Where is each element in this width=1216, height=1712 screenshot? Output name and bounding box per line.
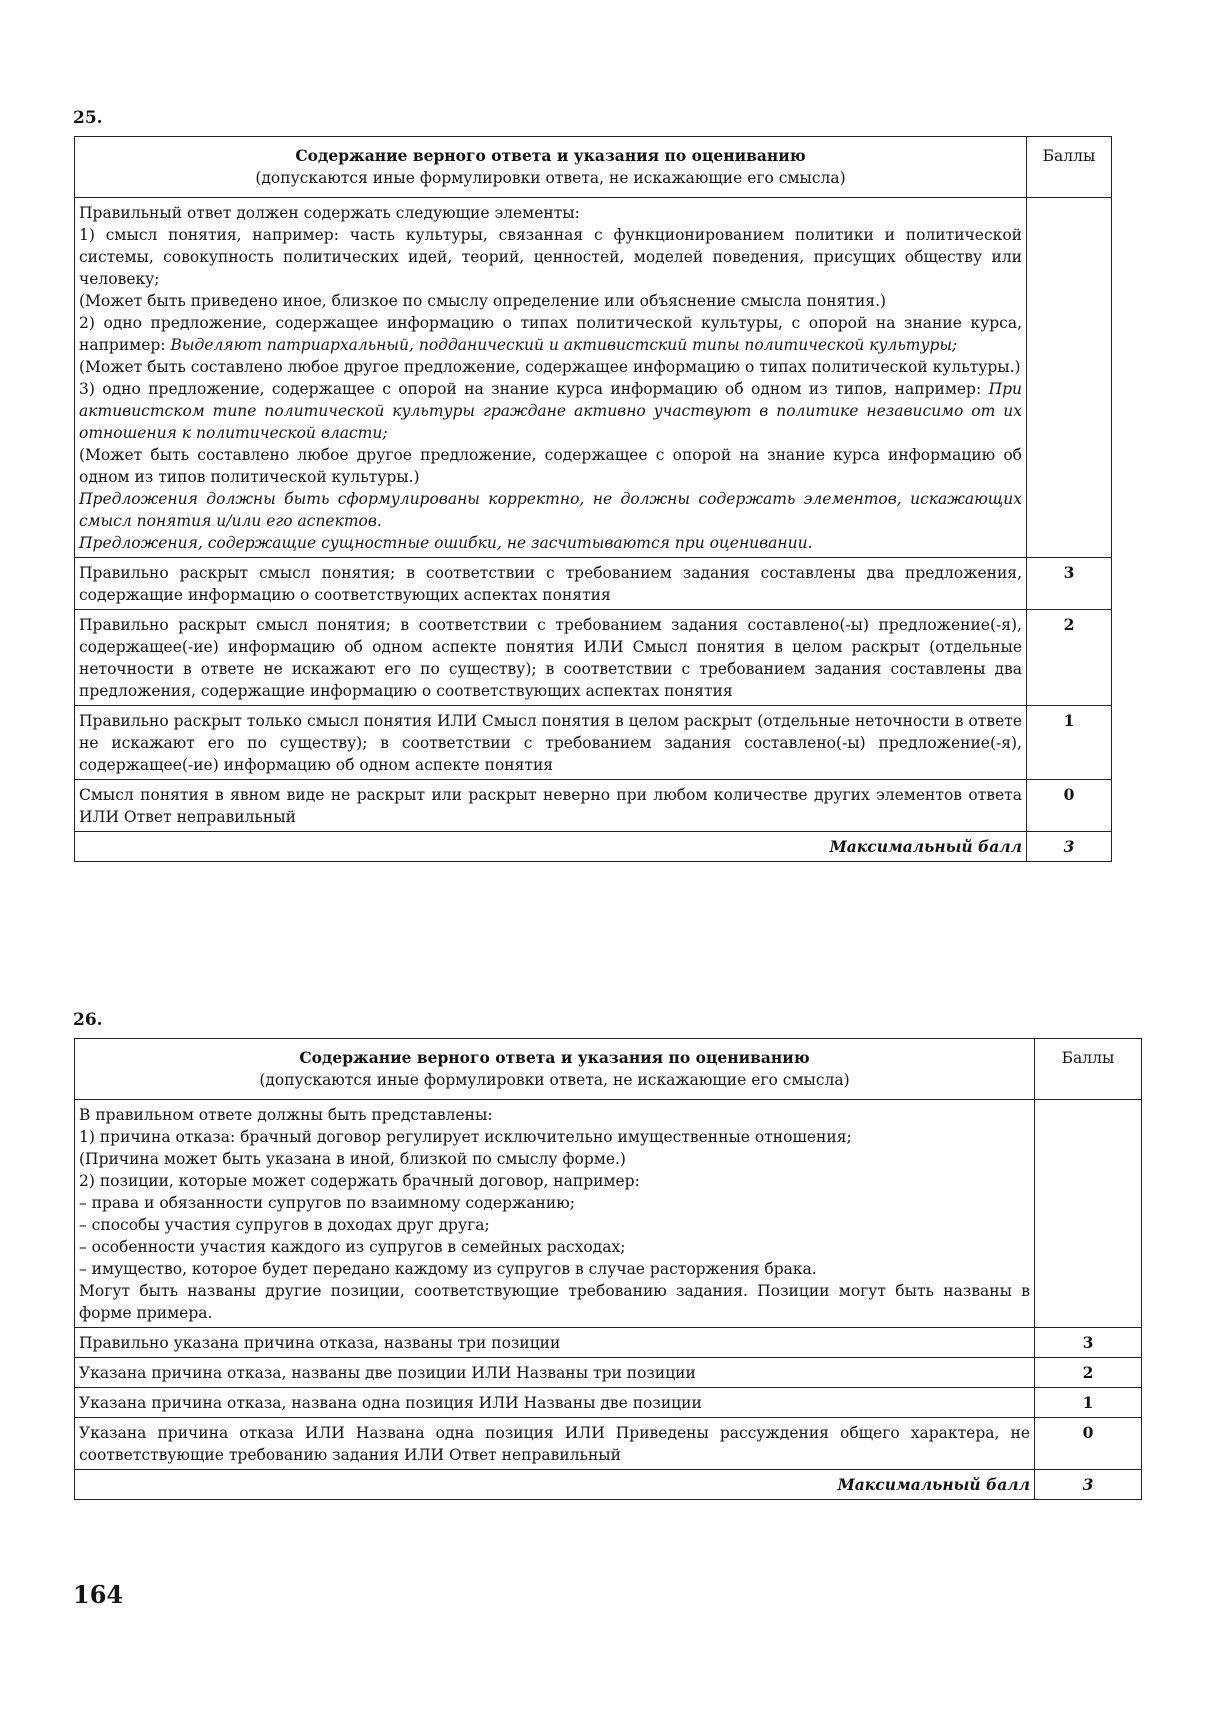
criterion-row — [75, 1358, 1142, 1388]
task-26-answer-content — [75, 1100, 1035, 1328]
answer-item-3-lead: 3) одно предложение, содержащее с опорой на знание курса информацию об одном из типов, например: — [79, 380, 989, 398]
answer-item-2-lead: 2) одно предложение, содержащее информацию о типах политической культуры, с опорой на знание курса, например: — [79, 314, 1022, 354]
answer-line: – имущество, которое будет передано каждому из супругов в случае расторжения брака. — [79, 1260, 817, 1278]
task-25-header-content — [75, 137, 1027, 198]
answer-line: (Причина может быть указана в иной, близкой по смыслу форме.) — [79, 1150, 626, 1168]
answer-closing: Могут быть названы другие позиции, соответствующие требованию задания. Позиции могут быть названы в форме примера. — [79, 1282, 1030, 1322]
answer-line: – права и обязанности супругов по взаимному содержанию; — [79, 1194, 575, 1212]
answer-note-2: (Может быть составлено любое другое предложение, содержащее информацию о типах политической культуры.) — [79, 358, 1021, 376]
header-points: Баллы — [1027, 137, 1112, 198]
criterion-text: Указана причина отказа ИЛИ Названа одна позиция ИЛИ Приведены рассуждения общего характера, не соответствующие требованию задания ИЛИ Ответ неправильный — [75, 1418, 1035, 1470]
answer-item-2 — [79, 312, 1022, 356]
answer-item-3 — [79, 378, 1022, 444]
header-points: Баллы — [1035, 1039, 1142, 1100]
task-26-answer-row — [75, 1100, 1142, 1328]
criterion-points: 3 — [1035, 1328, 1142, 1358]
task-25-number: 25. — [73, 108, 103, 128]
max-score-value: 3 — [1035, 1470, 1142, 1500]
criterion-row — [75, 706, 1112, 780]
criterion-row — [75, 1418, 1142, 1470]
answer-line: 2) позиции, которые может содержать брачный договор, например: — [79, 1172, 640, 1190]
criterion-points: 2 — [1027, 610, 1112, 706]
criterion-points: 1 — [1035, 1388, 1142, 1418]
criterion-points: 1 — [1027, 706, 1112, 780]
header-subtitle: (допускаются иные формулировки ответа, не искажающие его смысла) — [259, 1071, 850, 1089]
answer-note-1: (Может быть приведено иное, близкое по смыслу определение или объяснение смысла понятия.) — [79, 292, 887, 310]
task-25-header-row — [75, 137, 1112, 198]
answer-item-1: 1) смысл понятия, например: часть культуры, связанная с функционированием политики и политической системы, совокупность политических идей, теорий, ценностей, моделей поведения, присущих обществу или человеку; — [79, 226, 1022, 288]
criterion-text: Указана причина отказа, названа одна позиция ИЛИ Названы две позиции — [75, 1388, 1035, 1418]
criterion-row — [75, 558, 1112, 610]
answer-line: – особенности участия каждого из супругов в семейных расходах; — [79, 1238, 626, 1256]
criterion-text: Правильно раскрыт только смысл понятия ИЛИ Смысл понятия в целом раскрыт (отдельные неточности в ответе не искажают его по существу); в соответствии с требованием задания составлено(-ы) предложение(-я), содержащее(-ие) информацию об одном аспекте понятия — [75, 706, 1027, 780]
header-title: Содержание верного ответа и указания по оцениванию — [295, 146, 806, 165]
max-score-label: Максимальный балл — [75, 1470, 1035, 1500]
task-26-header-row — [75, 1039, 1142, 1100]
criterion-text: Правильно раскрыт смысл понятия; в соответствии с требованием задания составлено(-ы) предложение(-я), содержащее(-ие) информацию об одном аспекте понятия ИЛИ Смысл понятия в целом раскрыт (отдельные неточности в ответе не искажают его по существу); в соответствии с требованием задания составлены два предложения, содержащие информацию о соответствующих аспектах понятия — [75, 610, 1027, 706]
answer-line: – способы участия супругов в доходах друг друга; — [79, 1216, 490, 1234]
task-26-answer-points — [1035, 1100, 1142, 1328]
task-25-answer-content — [75, 198, 1027, 558]
page-number: 164 — [73, 1580, 124, 1609]
task-25-answer-points — [1027, 198, 1112, 558]
max-score-row — [75, 832, 1112, 862]
max-score-label: Максимальный балл — [75, 832, 1027, 862]
criterion-points: 0 — [1035, 1418, 1142, 1470]
criterion-points: 0 — [1027, 780, 1112, 832]
answer-line: В правильном ответе должны быть представлены: — [79, 1106, 493, 1124]
criterion-row — [75, 1328, 1142, 1358]
criterion-text: Смысл понятия в явном виде не раскрыт или раскрыт неверно при любом количестве других элементов ответа ИЛИ Ответ неправильный — [75, 780, 1027, 832]
max-score-value: 3 — [1027, 832, 1112, 862]
max-score-row — [75, 1470, 1142, 1500]
answer-italic-note-1: Предложения должны быть сформулированы корректно, не должны содержать элементов, искажающих смысл понятия и/или его аспектов. — [79, 490, 1022, 530]
answer-intro: Правильный ответ должен содержать следующие элементы: — [79, 204, 580, 222]
criterion-row — [75, 780, 1112, 832]
task-26-number: 26. — [73, 1010, 103, 1030]
criterion-text: Правильно раскрыт смысл понятия; в соответствии с требованием задания составлены два предложения, содержащие информацию о соответствующих аспектах понятия — [75, 558, 1027, 610]
answer-item-3-example: При активистском типе политической культуры граждане активно участвуют в политике независимо от их отношения к политической власти; — [79, 380, 1022, 442]
header-subtitle: (допускаются иные формулировки ответа, не искажающие его смысла) — [255, 169, 846, 187]
criterion-row — [75, 610, 1112, 706]
answer-item-2-example: Выделяют патриархальный, подданический и активистский типы политической культуры; — [170, 336, 958, 354]
header-title: Содержание верного ответа и указания по оцениванию — [299, 1048, 810, 1067]
task-26-table — [74, 1038, 1142, 1500]
answer-note-3: (Может быть составлено любое другое предложение, содержащее с опорой на знание курса информацию об одном из типов политической культуры.) — [79, 446, 1022, 486]
criterion-points: 2 — [1035, 1358, 1142, 1388]
criterion-row — [75, 1388, 1142, 1418]
task-25-answer-row — [75, 198, 1112, 558]
criterion-text: Правильно указана причина отказа, названы три позиции — [75, 1328, 1035, 1358]
criterion-points: 3 — [1027, 558, 1112, 610]
criterion-text: Указана причина отказа, названы две позиции ИЛИ Названы три позиции — [75, 1358, 1035, 1388]
answer-line: 1) причина отказа: брачный договор регулирует исключительно имущественные отношения; — [79, 1128, 852, 1146]
task-25-table — [74, 136, 1112, 862]
task-26-header-content — [75, 1039, 1035, 1100]
answer-italic-note-2: Предложения, содержащие сущностные ошибки, не засчитываются при оценивании. — [79, 534, 813, 552]
